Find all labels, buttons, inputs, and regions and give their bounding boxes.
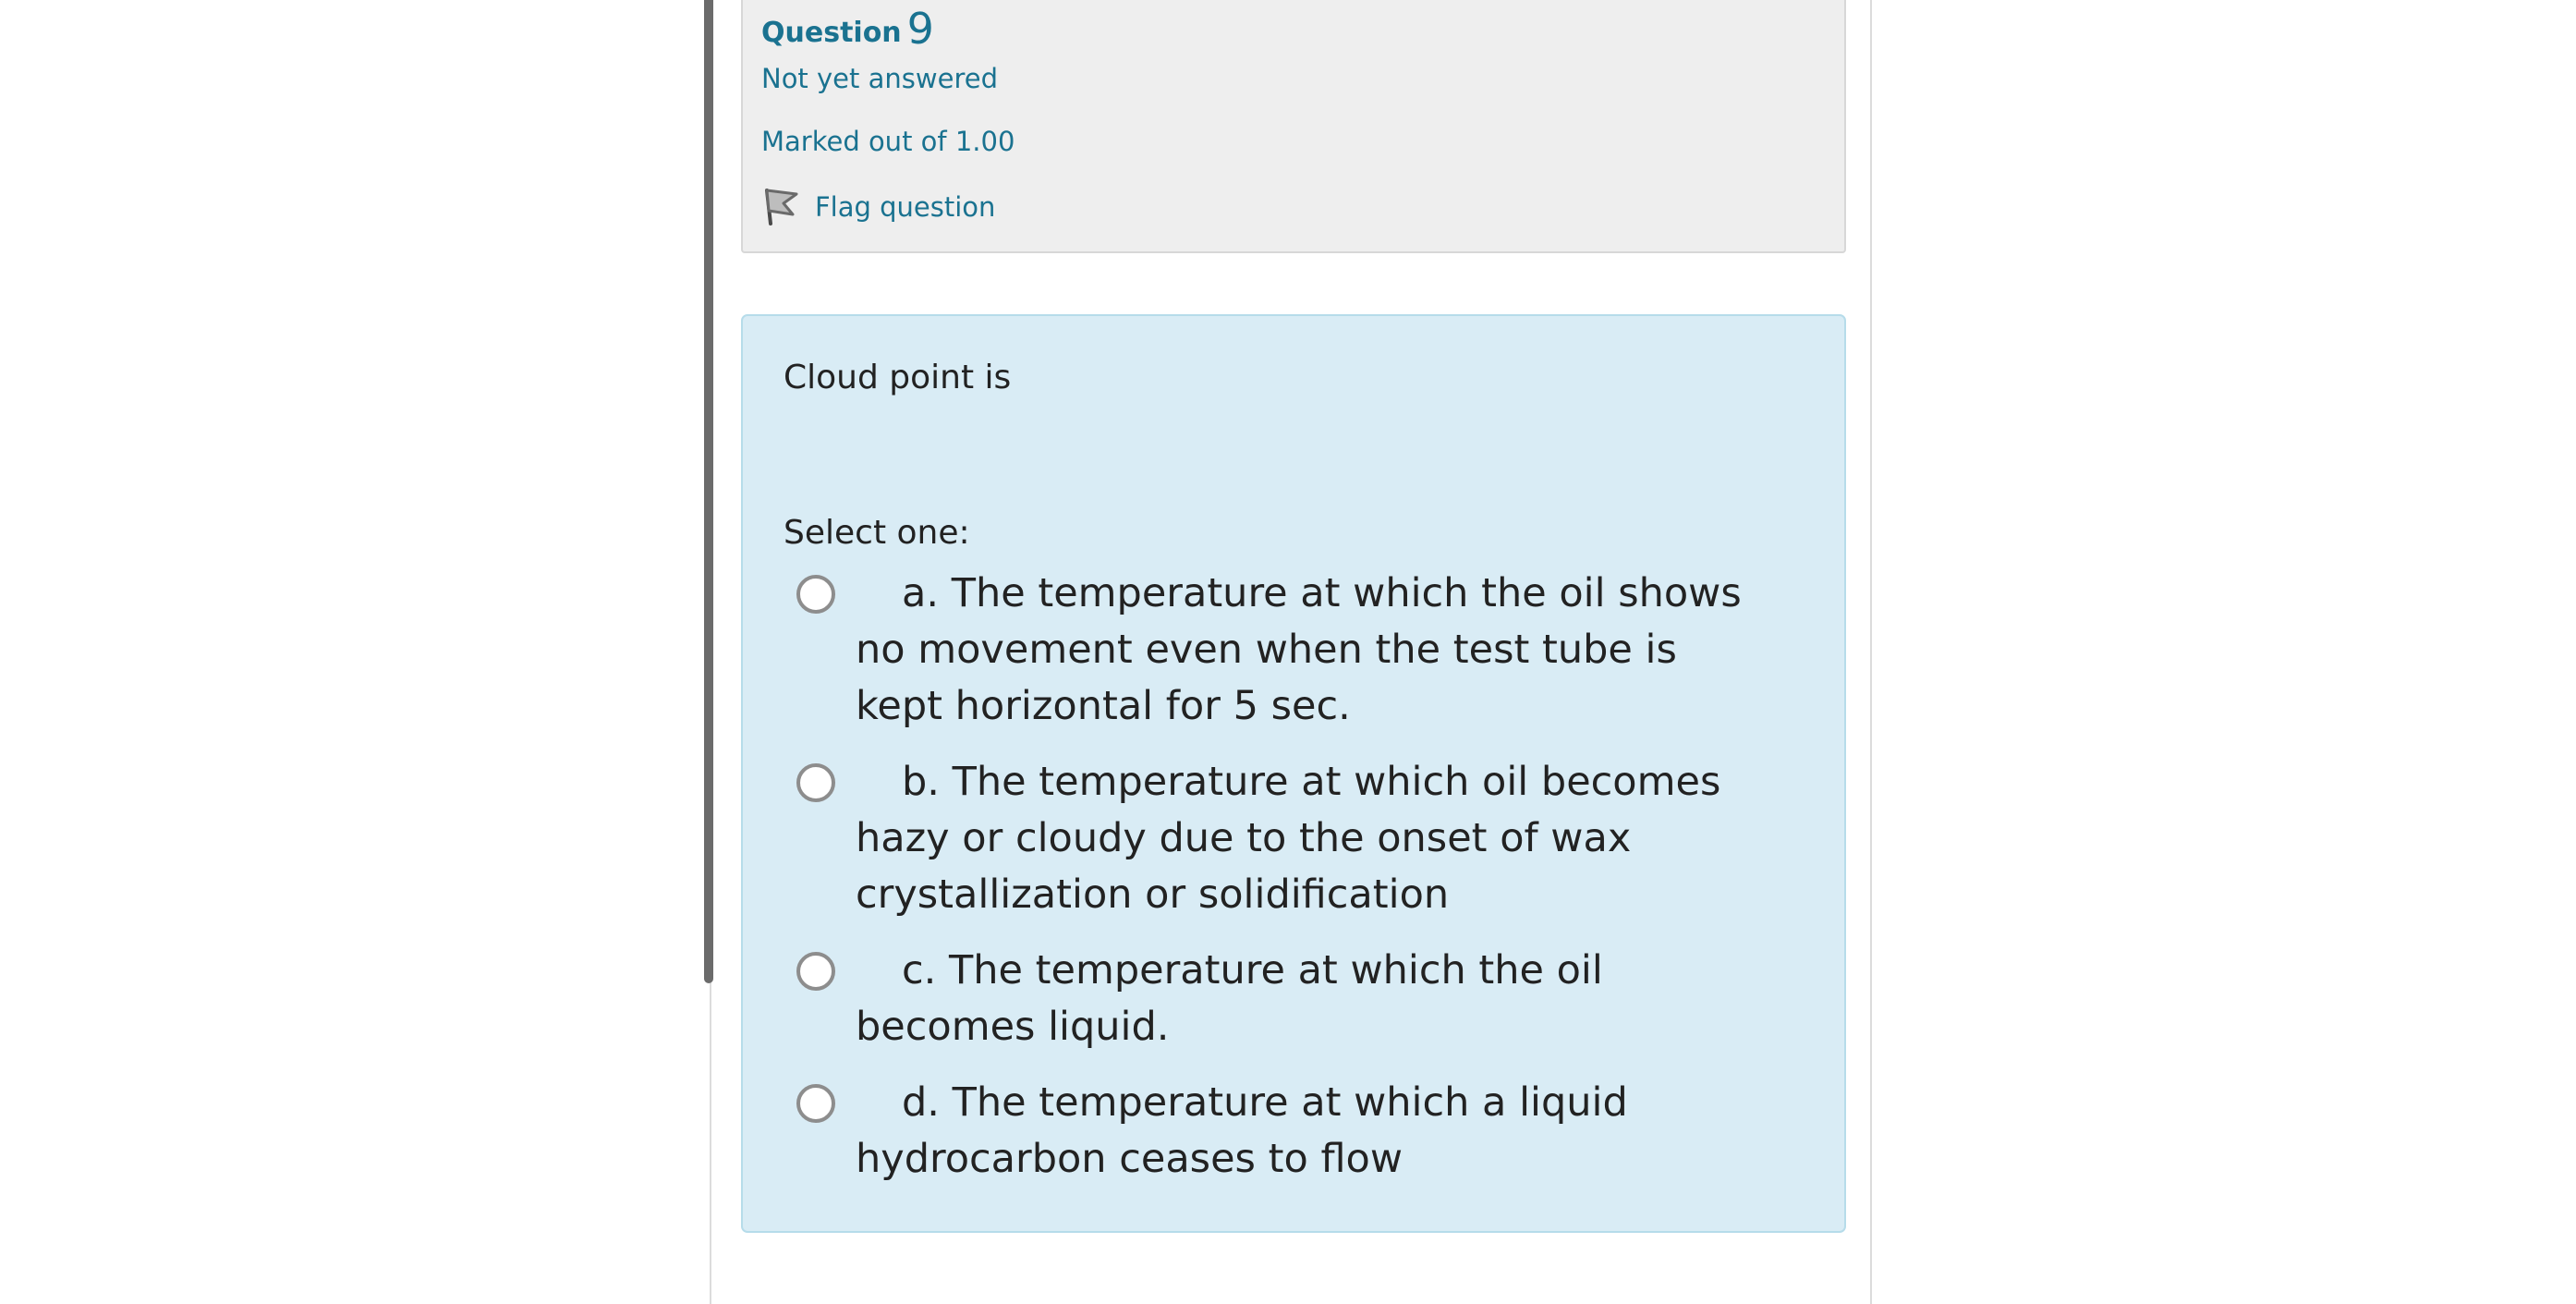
- answer-text-b: The temperature at which oil becomes hazy or cloudy due to the onset of wax crystallization or solidification: [856, 759, 1721, 918]
- answer-text-a: The temperature at which the oil shows no movement even when the test tube is kept horizontal for 5 sec.: [856, 570, 1742, 729]
- flag-question-label[interactable]: Flag question: [815, 191, 996, 223]
- select-one-prompt: Select one:: [784, 514, 970, 552]
- flag-question-button[interactable]: [763, 187, 995, 227]
- answer-radio-a[interactable]: [796, 575, 835, 614]
- question-text: Cloud point is: [784, 359, 1012, 396]
- answer-letter-a: a.: [902, 570, 940, 616]
- answer-radio-c[interactable]: [796, 952, 835, 991]
- answer-label-d[interactable]: [856, 1075, 1743, 1188]
- question-grade: Marked out of 1.00: [761, 126, 1015, 157]
- question-number: 9: [906, 4, 934, 54]
- answer-label-c[interactable]: [856, 943, 1743, 1055]
- answer-label-a[interactable]: [856, 566, 1743, 735]
- question-heading-label: Question: [761, 17, 902, 49]
- answer-radio-b[interactable]: [796, 763, 835, 802]
- answer-label-b[interactable]: [856, 754, 1743, 923]
- flag-icon[interactable]: [763, 187, 800, 227]
- question-state: Not yet answered: [761, 63, 998, 94]
- question-content-panel: [741, 314, 1846, 1233]
- answer-text-d: The temperature at which a liquid hydrocarbon ceases to flow: [856, 1079, 1628, 1182]
- answer-text-c: The temperature at which the oil becomes liquid.: [856, 947, 1603, 1050]
- answer-letter-c: c.: [902, 947, 937, 993]
- scrollbar[interactable]: [704, 0, 713, 983]
- answer-radio-d[interactable]: [796, 1084, 835, 1123]
- answer-letter-b: b.: [902, 759, 940, 805]
- question-heading: [761, 2, 934, 52]
- question-info-panel: [741, 0, 1846, 253]
- answer-letter-d: d.: [902, 1079, 940, 1126]
